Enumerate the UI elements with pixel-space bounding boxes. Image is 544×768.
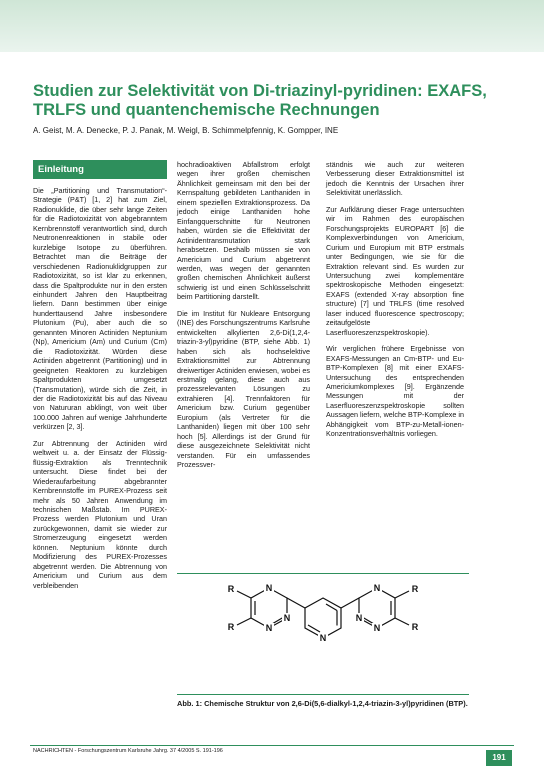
text-column-3	[326, 160, 464, 446]
atom-label-n: N	[319, 633, 327, 643]
section-heading: Einleitung	[33, 160, 167, 179]
paragraph: Die im Institut für Nukleare Entsorgung (INE) des Forschungszentrums Karlsruhe entwickelten alkylierten 2,6-Di(1,2,4-triazin-3-yl)pyridine (BTP, siehe Abb. 1) haben sich als hochselektive Extraktionsmittel zur Abtrennung dreiwertiger Actiniden erwiesen, wobei es erstmalig gelang, diese auch aus prozessrelevanten Lösungen zu extrahieren [4]. Trennfaktoren für Americium bzw. Curium gegenüber Europium (als Vertreter für die Lanthaniden) liegen mit über 100 sehr hoch [5]. Allerdings ist der Grund für diese ausgezeichnete Selektivität nicht verstanden. Für ein umfassendes Prozessver-	[177, 308, 310, 470]
figure-btp-structure	[177, 573, 469, 695]
atom-label-n: N	[373, 623, 381, 633]
atom-label-r: R	[227, 622, 235, 632]
text-column-2	[177, 160, 310, 477]
paragraph: ständnis wie auch zur weiteren Verbesserung dieser Extraktionsmittel ist jedoch die Kenntnis der Ursachen ihrer Selektivität unerlässlich.	[326, 160, 464, 198]
article-title: Studien zur Selektivität von Di-triazinyl-pyridinen: EXAFS, TRLFS und quantenchemische Rechnungen	[33, 82, 487, 119]
paragraph: Zur Aufklärung dieser Frage untersuchten wir im Rahmen des europäischen Forschungsprojekts EUROPART [6] die Komplexverbindungen von Americium, Curium und Europium mit BTP erstmals unter Bedingungen, wie sie für die Extraktion relevant sind. Es wurden zur Untersuchung zwei komplementäre spektroskopische Methoden eingesetzt: EXAFS (extended X-ray absorption fine structure) [7] und TRLFS (time resolved laser induced fluorescence spectroscopy; zeitaufgelöste Laserfluoreszenzspektroskopie).	[326, 204, 464, 337]
paragraph: Zur Abtrennung der Actiniden wird weltweit u. a. der Einsatz der Flüssig-flüssig-Extraktion als Trenntechnik untersucht. Diese findet bei der Wiederaufarbeitung abgebrannter Kernbrennstoffe im PUREX-Prozess seit mehr als 50 Jahren Anwendung im technischen Maßstab. Im PUREX-Prozess werden Plutonium und Uran zurückgewonnen, damit sie wieder zur Stromerzeugung eingesetzt werden können. Neptunium könnte durch Modifizierung des PUREX-Prozesses abgetrennt werden. Die Abtrennung von Americium und Curium aus dem verbleibenden	[33, 438, 167, 590]
footer-citation: NACHRICHTEN - Forschungszentrum Karlsruhe Jahrg. 37 4/2005 S. 191-196	[33, 748, 223, 754]
page-number: 191	[486, 750, 512, 766]
atom-label-n: N	[355, 613, 363, 623]
text-column-1	[33, 160, 167, 597]
atom-label-r: R	[411, 622, 419, 632]
paragraph: hochradioaktiven Abfallstrom erfolgt wegen ihrer großen chemischen Ähnlichkeit gemeinsam mit den bei der Kernspaltung gebildeten Lanthaniden in einem speziellen Extraktionsprozess. Da jedoch einige Lanthaniden hohe Einfangquerschnitte für Neutronen haben, würden sie die Effektivität der Actinidentransmutation stark herabsetzen. Deshalb müssen sie von Americium und Curium abgetrennt werden, was wegen der genannten großen chemischen Ähnlichkeit äußerst schwierig ist und einen Schlüsselschritt beim Partitioning darstellt.	[177, 160, 310, 302]
footer-divider	[30, 745, 514, 746]
btp-structure-diagram	[177, 574, 469, 692]
atom-label-r: R	[227, 584, 235, 594]
author-line: A. Geist, M. A. Denecke, P. J. Panak, M. Weigl, B. Schimmelpfennig, K. Gompper, INE	[33, 126, 339, 135]
paragraph: Die „Partitioning und Transmutation“-Strategie (P&T) [1, 2] hat zum Ziel, Radionuklide, die über sehr lange Zeiten für die Radiotoxizität von abgebranntem Kernbrennstoff verantwortlich sind, durch Neutronenreaktionen in stabile oder kurzlebige Isotope zu überführen. Betrachtet man die Beiträge der verschiedenen Radionuklidgruppen zur Radiotoxizität, so ist klar zu erkennen, dass die Spaltprodukte nur in den ersten einhundert Jahren den Hauptbeitrag liefern. Dann bestimmen über einige hunderttausend Jahre insbesondere Plutonium (Pu), aber auch die so genannten Minoren Actiniden Neptunium (Np), Americium (Am) und Curium (Cm) die Radiotoxizität. Würden diese Actiniden abgetrennt (Partitioning) und in geeigneten Reaktoren zu kurzlebigen Spaltprodukten umgesetzt (Transmutation), würde sich die Zeit, in der die Radiotoxizität bis auf das Niveau von Natururan abklingt, von weit über 100.000 Jahren auf wenige Jahrhunderte verkürzen [2, 3].	[33, 186, 167, 432]
atom-label-r: R	[411, 584, 419, 594]
atom-label-n: N	[265, 583, 273, 593]
atom-label-n: N	[283, 613, 291, 623]
header-band	[0, 0, 544, 52]
figure-caption: Abb. 1: Chemische Struktur von 2,6-Di(5,6-dialkyl-1,2,4-triazin-3-yl)pyridinen (BTP).	[177, 699, 468, 708]
atom-label-n: N	[265, 623, 273, 633]
paragraph: Wir verglichen frühere Ergebnisse von EXAFS-Messungen an Cm-BTP- und Eu-BTP-Komplexen [8] mit einer EXAFS-Untersuchung des entsprechenden Americiumkomplexes [9]. Ergänzende Messungen mit der Laserfluoreszenzspektroskopie sollten Aussagen liefern, welche BTP-Komplexe in Abhängigkeit vom BTP-zu-Metall-ionen-Konzentrationsverhältnis vorliegen.	[326, 344, 464, 439]
atom-label-n: N	[373, 583, 381, 593]
